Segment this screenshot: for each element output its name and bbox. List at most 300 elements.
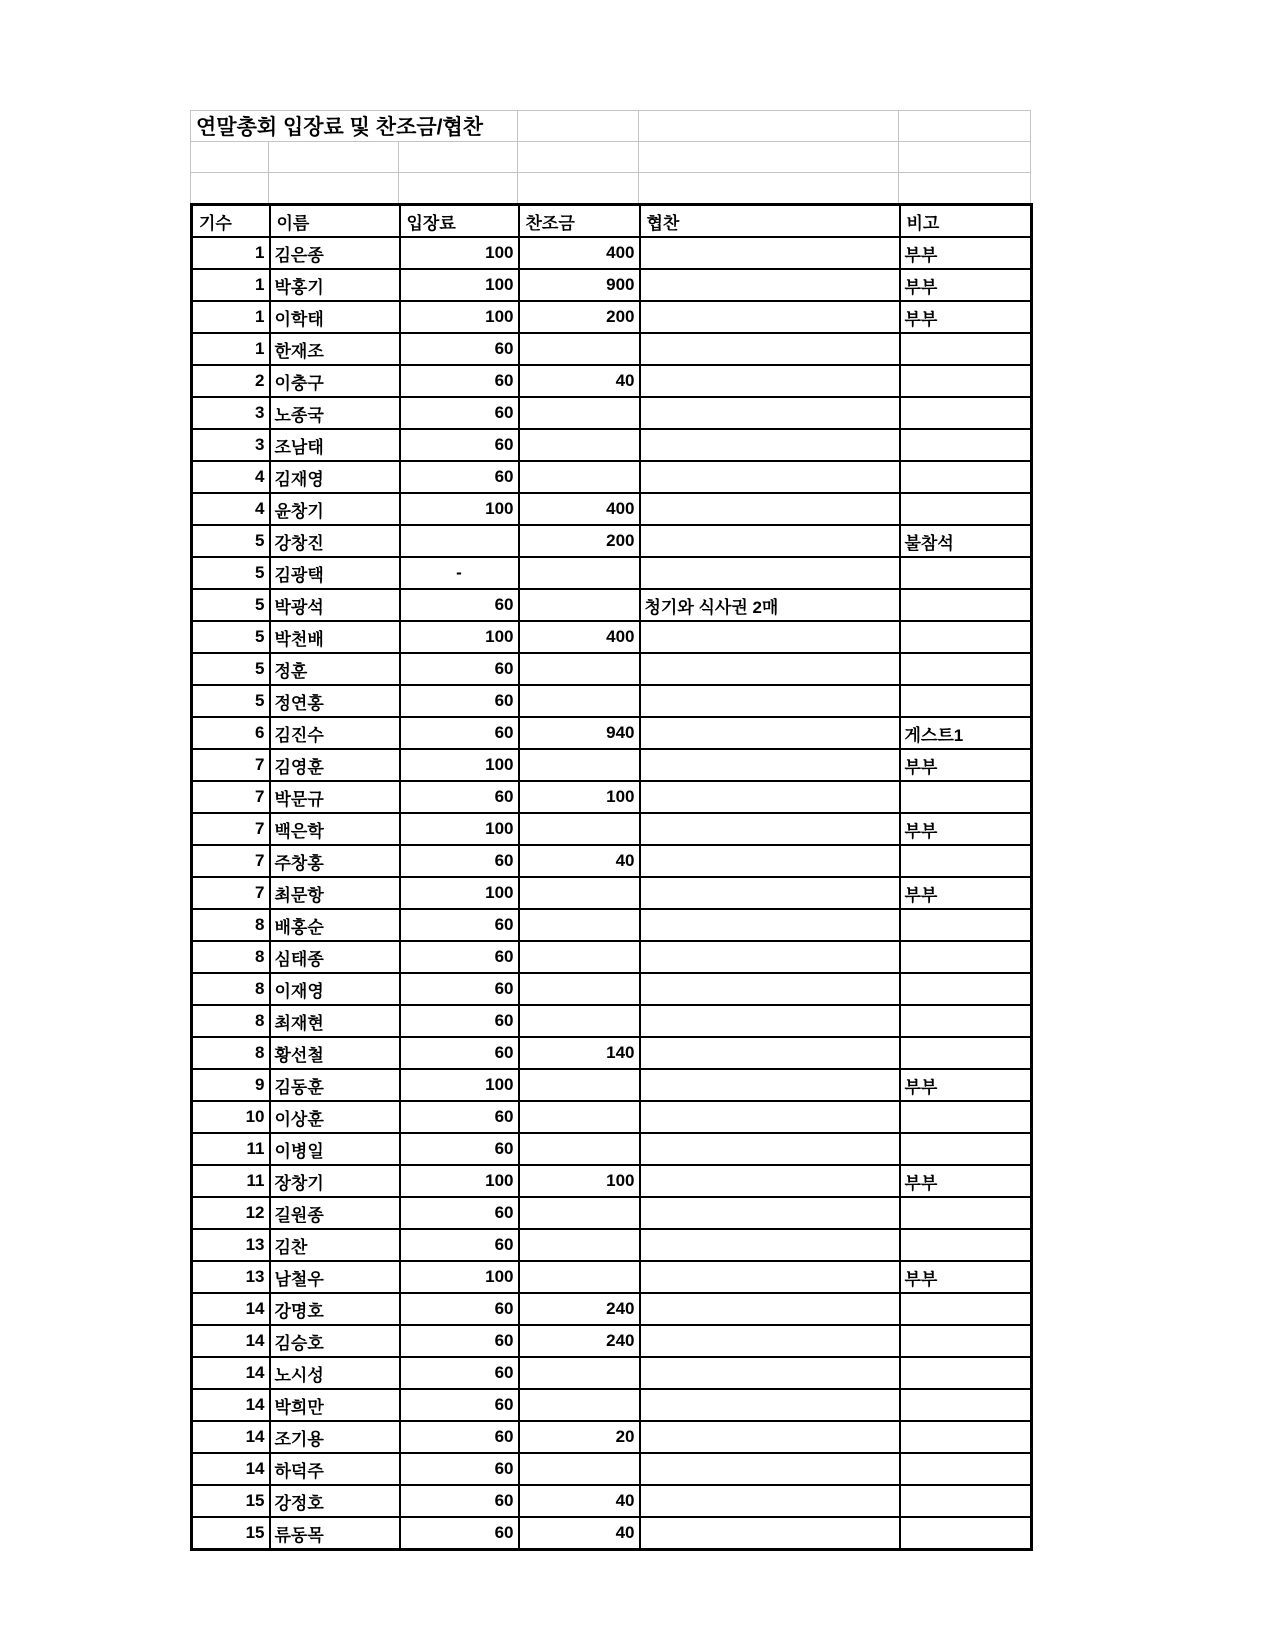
cell-sponsor (640, 1325, 900, 1357)
cell-name: 이상훈 (270, 1101, 400, 1133)
column-header-note: 비고 (900, 205, 1032, 238)
table-row (192, 717, 1032, 749)
cell-donation (519, 909, 640, 941)
cell-sponsor (640, 397, 900, 429)
cell-gisu: 7 (192, 781, 270, 813)
cell-name: 김영훈 (270, 749, 400, 781)
cell-sponsor (640, 1069, 900, 1101)
cell-note (900, 1005, 1032, 1037)
cell-sponsor (640, 461, 900, 493)
cell-gisu: 5 (192, 525, 270, 557)
cell-name: 김찬 (270, 1229, 400, 1261)
table-row (192, 813, 1032, 845)
cell-donation (519, 557, 640, 589)
cell-donation (519, 1069, 640, 1101)
cell-note (900, 845, 1032, 877)
empty-cell (269, 142, 399, 173)
table-row (192, 653, 1032, 685)
cell-donation (519, 1357, 640, 1389)
cell-name: 강정호 (270, 1485, 400, 1517)
cell-gisu: 6 (192, 717, 270, 749)
cell-entry (400, 525, 519, 557)
cell-name: 조남태 (270, 429, 400, 461)
cell-entry: 100 (400, 269, 519, 301)
cell-sponsor (640, 845, 900, 877)
cell-name: 노종국 (270, 397, 400, 429)
cell-note (900, 493, 1032, 525)
cell-sponsor (640, 1357, 900, 1389)
empty-cell (399, 142, 518, 173)
table-row (192, 1101, 1032, 1133)
table-row (192, 557, 1032, 589)
cell-gisu: 8 (192, 1037, 270, 1069)
cell-gisu: 8 (192, 1005, 270, 1037)
cell-note (900, 557, 1032, 589)
cell-sponsor (640, 1165, 900, 1197)
cell-entry: 100 (400, 749, 519, 781)
header-row (192, 205, 1032, 238)
cell-entry: 60 (400, 397, 519, 429)
cell-name: 길원종 (270, 1197, 400, 1229)
cell-name: 배홍순 (270, 909, 400, 941)
cell-note (900, 1389, 1032, 1421)
cell-donation: 900 (519, 269, 640, 301)
cell-sponsor (640, 1293, 900, 1325)
cell-donation (519, 813, 640, 845)
cell-entry: 60 (400, 1197, 519, 1229)
cell-donation: 140 (519, 1037, 640, 1069)
cell-note (900, 1325, 1032, 1357)
cell-note: 불참석 (900, 525, 1032, 557)
cell-name: 박홍기 (270, 269, 400, 301)
cell-donation (519, 589, 640, 621)
empty-cell (191, 173, 269, 204)
cell-sponsor (640, 621, 900, 653)
cell-donation (519, 877, 640, 909)
cell-sponsor (640, 493, 900, 525)
cell-name: 최재현 (270, 1005, 400, 1037)
cell-donation (519, 685, 640, 717)
cell-sponsor (640, 781, 900, 813)
empty-cell (518, 111, 639, 142)
cell-gisu: 5 (192, 589, 270, 621)
cell-donation (519, 333, 640, 365)
cell-donation (519, 1229, 640, 1261)
cell-donation: 40 (519, 365, 640, 397)
cell-donation (519, 1197, 640, 1229)
cell-gisu: 5 (192, 653, 270, 685)
cell-entry: 60 (400, 685, 519, 717)
cell-donation: 100 (519, 1165, 640, 1197)
table-row (192, 1389, 1032, 1421)
cell-entry: 100 (400, 621, 519, 653)
table-row (192, 1293, 1032, 1325)
cell-entry: 60 (400, 1293, 519, 1325)
cell-gisu: 15 (192, 1485, 270, 1517)
cell-donation (519, 941, 640, 973)
empty-cell (899, 142, 1031, 173)
table-row (192, 1325, 1032, 1357)
cell-sponsor (640, 1261, 900, 1293)
table-row (192, 589, 1032, 621)
cell-entry: 60 (400, 1517, 519, 1550)
cell-name: 류동목 (270, 1517, 400, 1550)
table-row (192, 973, 1032, 1005)
cell-sponsor (640, 1485, 900, 1517)
cell-entry: 100 (400, 1261, 519, 1293)
cell-gisu: 5 (192, 685, 270, 717)
cell-name: 강창진 (270, 525, 400, 557)
cell-donation (519, 973, 640, 1005)
cell-gisu: 14 (192, 1325, 270, 1357)
cell-entry: 60 (400, 461, 519, 493)
cell-entry: 60 (400, 333, 519, 365)
cell-entry: 60 (400, 1389, 519, 1421)
cell-donation: 240 (519, 1325, 640, 1357)
table-row (192, 1165, 1032, 1197)
table-row (192, 525, 1032, 557)
cell-entry: 60 (400, 365, 519, 397)
cell-sponsor (640, 1133, 900, 1165)
table-row (192, 237, 1032, 269)
cell-name: 심태종 (270, 941, 400, 973)
cell-note (900, 365, 1032, 397)
cell-name: 박희만 (270, 1389, 400, 1421)
cell-entry: 60 (400, 973, 519, 1005)
cell-entry: 60 (400, 1229, 519, 1261)
cell-donation: 40 (519, 1517, 640, 1550)
table-row (192, 1485, 1032, 1517)
cell-sponsor (640, 717, 900, 749)
cell-donation: 400 (519, 621, 640, 653)
cell-name: 김광택 (270, 557, 400, 589)
cell-sponsor (640, 685, 900, 717)
cell-entry: 100 (400, 301, 519, 333)
cell-gisu: 1 (192, 301, 270, 333)
cell-sponsor (640, 557, 900, 589)
cell-donation: 40 (519, 845, 640, 877)
column-header-donation: 찬조금 (519, 205, 640, 238)
cell-gisu: 9 (192, 1069, 270, 1101)
cell-name: 하덕주 (270, 1453, 400, 1485)
table-row (192, 909, 1032, 941)
empty-cell (899, 173, 1031, 204)
cell-gisu: 7 (192, 749, 270, 781)
table-row (192, 877, 1032, 909)
cell-name: 조기용 (270, 1421, 400, 1453)
page-title: 연말총회 입장료 및 찬조금/협찬 (191, 111, 518, 142)
table-row (192, 1037, 1032, 1069)
table-row (192, 1421, 1032, 1453)
cell-name: 이충구 (270, 365, 400, 397)
cell-gisu: 11 (192, 1133, 270, 1165)
cell-donation (519, 1101, 640, 1133)
cell-donation (519, 1453, 640, 1485)
cell-sponsor (640, 525, 900, 557)
table-row (192, 1005, 1032, 1037)
cell-note (900, 1453, 1032, 1485)
cell-entry: 60 (400, 429, 519, 461)
cell-name: 한재조 (270, 333, 400, 365)
empty-cell (269, 173, 399, 204)
cell-sponsor: 청기와 식사권 2매 (640, 589, 900, 621)
table-row (192, 1229, 1032, 1261)
cell-donation (519, 1005, 640, 1037)
cell-gisu: 13 (192, 1261, 270, 1293)
cell-donation: 940 (519, 717, 640, 749)
table-row (192, 1133, 1032, 1165)
table-row (192, 461, 1032, 493)
cell-note (900, 621, 1032, 653)
table-row (192, 429, 1032, 461)
table-row (192, 493, 1032, 525)
cell-donation (519, 1389, 640, 1421)
cell-sponsor (640, 237, 900, 269)
cell-note (900, 909, 1032, 941)
cell-entry: 60 (400, 1357, 519, 1389)
cell-note (900, 1421, 1032, 1453)
cell-note (900, 941, 1032, 973)
empty-cell (639, 173, 899, 204)
cell-donation: 400 (519, 493, 640, 525)
cell-note (900, 589, 1032, 621)
cell-entry: 60 (400, 1037, 519, 1069)
cell-entry: 60 (400, 1133, 519, 1165)
cell-entry: 60 (400, 1485, 519, 1517)
cell-note (900, 1229, 1032, 1261)
cell-gisu: 11 (192, 1165, 270, 1197)
cell-note (900, 1197, 1032, 1229)
cell-donation (519, 1261, 640, 1293)
cell-gisu: 13 (192, 1229, 270, 1261)
cell-gisu: 7 (192, 877, 270, 909)
empty-cell (518, 142, 639, 173)
cell-sponsor (640, 1037, 900, 1069)
cell-note (900, 1357, 1032, 1389)
empty-cell (399, 173, 518, 204)
cell-gisu: 7 (192, 813, 270, 845)
cell-gisu: 15 (192, 1517, 270, 1550)
cell-entry: 100 (400, 1069, 519, 1101)
table-row (192, 749, 1032, 781)
cell-entry: 100 (400, 1165, 519, 1197)
cell-sponsor (640, 1517, 900, 1550)
cell-sponsor (640, 941, 900, 973)
cell-sponsor (640, 1101, 900, 1133)
column-header-name: 이름 (270, 205, 400, 238)
cell-entry: 60 (400, 781, 519, 813)
cell-entry: 60 (400, 1325, 519, 1357)
table-row (192, 301, 1032, 333)
cell-gisu: 4 (192, 493, 270, 525)
cell-donation: 20 (519, 1421, 640, 1453)
cell-name: 윤창기 (270, 493, 400, 525)
empty-row (191, 173, 1031, 204)
cell-note (900, 333, 1032, 365)
cell-sponsor (640, 1421, 900, 1453)
cell-note (900, 1517, 1032, 1550)
cell-sponsor (640, 749, 900, 781)
cell-note (900, 685, 1032, 717)
cell-gisu: 8 (192, 973, 270, 1005)
cell-gisu: 5 (192, 621, 270, 653)
cell-name: 정훈 (270, 653, 400, 685)
cell-note: 부부 (900, 1261, 1032, 1293)
cell-name: 장창기 (270, 1165, 400, 1197)
cell-gisu: 10 (192, 1101, 270, 1133)
cell-donation (519, 1133, 640, 1165)
cell-gisu: 4 (192, 461, 270, 493)
cell-note: 부부 (900, 749, 1032, 781)
cell-donation: 40 (519, 1485, 640, 1517)
cell-name: 김승호 (270, 1325, 400, 1357)
cell-sponsor (640, 813, 900, 845)
cell-note: 부부 (900, 1069, 1032, 1101)
cell-sponsor (640, 1453, 900, 1485)
cell-note (900, 1133, 1032, 1165)
cell-name: 김동훈 (270, 1069, 400, 1101)
cell-donation (519, 653, 640, 685)
cell-entry: 60 (400, 1005, 519, 1037)
cell-gisu: 8 (192, 941, 270, 973)
column-header-sponsor: 협찬 (640, 205, 900, 238)
cell-donation (519, 749, 640, 781)
table-row (192, 333, 1032, 365)
cell-sponsor (640, 973, 900, 1005)
cell-gisu: 1 (192, 237, 270, 269)
title-grid (190, 110, 1031, 204)
cell-name: 강명호 (270, 1293, 400, 1325)
cell-name: 김재영 (270, 461, 400, 493)
table-row (192, 781, 1032, 813)
cell-name: 주창홍 (270, 845, 400, 877)
cell-gisu: 2 (192, 365, 270, 397)
cell-note (900, 429, 1032, 461)
cell-entry: 100 (400, 813, 519, 845)
table-row (192, 941, 1032, 973)
cell-name: 이병일 (270, 1133, 400, 1165)
fee-table (190, 203, 1033, 1551)
cell-note: 부부 (900, 269, 1032, 301)
cell-name: 황선철 (270, 1037, 400, 1069)
cell-entry: 100 (400, 237, 519, 269)
cell-note (900, 1485, 1032, 1517)
table-row (192, 1453, 1032, 1485)
cell-donation: 100 (519, 781, 640, 813)
cell-name: 정연홍 (270, 685, 400, 717)
cell-name: 이재영 (270, 973, 400, 1005)
cell-donation (519, 461, 640, 493)
cell-entry: 60 (400, 717, 519, 749)
cell-name: 최문항 (270, 877, 400, 909)
cell-donation: 200 (519, 525, 640, 557)
table-row (192, 365, 1032, 397)
cell-entry: - (400, 557, 519, 589)
cell-gisu: 14 (192, 1389, 270, 1421)
cell-entry: 60 (400, 1101, 519, 1133)
cell-entry: 100 (400, 877, 519, 909)
cell-name: 이학태 (270, 301, 400, 333)
table-row (192, 1197, 1032, 1229)
cell-note (900, 781, 1032, 813)
cell-entry: 60 (400, 941, 519, 973)
cell-donation (519, 429, 640, 461)
cell-entry: 60 (400, 1453, 519, 1485)
cell-note (900, 973, 1032, 1005)
title-row (191, 111, 1031, 142)
cell-sponsor (640, 653, 900, 685)
cell-sponsor (640, 429, 900, 461)
cell-entry: 60 (400, 909, 519, 941)
cell-note: 부부 (900, 301, 1032, 333)
cell-gisu: 14 (192, 1293, 270, 1325)
cell-name: 박문규 (270, 781, 400, 813)
cell-sponsor (640, 1229, 900, 1261)
cell-entry: 60 (400, 845, 519, 877)
empty-cell (191, 142, 269, 173)
cell-note (900, 653, 1032, 685)
cell-gisu: 3 (192, 397, 270, 429)
cell-name: 박광석 (270, 589, 400, 621)
cell-note: 부부 (900, 1165, 1032, 1197)
cell-gisu: 14 (192, 1421, 270, 1453)
cell-note: 부부 (900, 813, 1032, 845)
cell-sponsor (640, 1389, 900, 1421)
cell-gisu: 1 (192, 333, 270, 365)
cell-sponsor (640, 909, 900, 941)
cell-gisu: 8 (192, 909, 270, 941)
cell-name: 김은종 (270, 237, 400, 269)
table-row (192, 269, 1032, 301)
empty-cell (518, 173, 639, 204)
cell-note (900, 461, 1032, 493)
cell-name: 백은학 (270, 813, 400, 845)
cell-gisu: 12 (192, 1197, 270, 1229)
empty-cell (639, 111, 899, 142)
cell-name: 김진수 (270, 717, 400, 749)
cell-note (900, 397, 1032, 429)
cell-gisu: 3 (192, 429, 270, 461)
table-body (192, 237, 1032, 1550)
cell-sponsor (640, 877, 900, 909)
empty-cell (899, 111, 1031, 142)
cell-note (900, 1293, 1032, 1325)
cell-name: 박천배 (270, 621, 400, 653)
table-row (192, 1357, 1032, 1389)
cell-entry: 60 (400, 1421, 519, 1453)
cell-entry: 100 (400, 493, 519, 525)
cell-entry: 60 (400, 653, 519, 685)
cell-sponsor (640, 1197, 900, 1229)
cell-sponsor (640, 333, 900, 365)
table-row (192, 1517, 1032, 1550)
empty-cell (639, 142, 899, 173)
cell-sponsor (640, 269, 900, 301)
cell-gisu: 14 (192, 1453, 270, 1485)
cell-donation: 400 (519, 237, 640, 269)
cell-sponsor (640, 365, 900, 397)
table-row (192, 845, 1032, 877)
cell-note: 게스트1 (900, 717, 1032, 749)
cell-note (900, 1101, 1032, 1133)
cell-gisu: 5 (192, 557, 270, 589)
cell-sponsor (640, 1005, 900, 1037)
cell-name: 노시성 (270, 1357, 400, 1389)
column-header-entry: 입장료 (400, 205, 519, 238)
cell-entry: 60 (400, 589, 519, 621)
empty-row (191, 142, 1031, 173)
table-row (192, 621, 1032, 653)
